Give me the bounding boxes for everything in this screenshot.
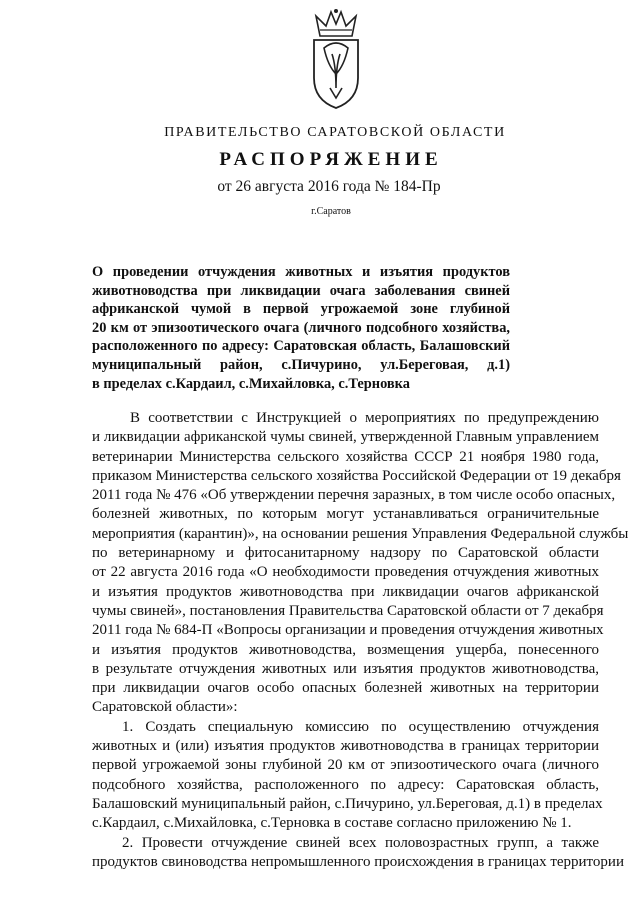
body-line: по ветеринарному и фитосанитарному надзору по Саратовской области [92,545,599,562]
body-line: продуктов свиноводства непромышленного происхождения в границах территории [92,853,624,870]
body-line: 2011 года № 684-П «Вопросы организации и проведения отчуждения животных [92,622,604,639]
body-line: Балашовский муниципальный район, с.Пичурино, ул.Береговая, д.1) в пределах [92,795,603,812]
document-body [92,409,629,872]
body-line: с.Кардаил, с.Михайловка, с.Терновка в составе согласно приложению № 1. [92,815,572,832]
body-line: и ликвидации африканской чумы свиней, утвержденной Главным управлением [92,429,599,446]
government-name: ПРАВИТЕЛЬСТВО САРАТОВСКОЙ ОБЛАСТИ [164,125,506,140]
body-line: болезней животных, по которым могут устанавливаться ограничительные [92,506,599,523]
body-line: в результате отчуждения животных или изъятия продуктов животноводства, [92,660,599,677]
body-line: приказом Министерства сельского хозяйства Российской Федерации от 19 декабря [92,467,621,484]
body-line: и изъятия продуктов животноводства при ликвидации очагов африканской [92,583,599,600]
document-date: от 26 августа 2016 года № 184-Пр [217,178,441,195]
body-line: животных и (или) изъятия продуктов животноводства в границах территории [92,738,599,755]
body-line: 2. Провести отчуждение свиней всех половозрастных групп, а также [122,834,599,851]
body-line: В соответствии с Инструкцией о мероприятиях по предупреждению [130,410,599,426]
subject-line: 20 км от эпизоотического очага (личного подсобного хозяйства, [92,319,510,336]
coat-of-arms-icon [306,8,366,110]
subject-line: животноводства при ликвидации очага заболевания свиней [92,282,510,299]
body-line: подсобного хозяйства, расположенного по адресу: Саратовская область, [92,776,599,793]
body-line: ветеринарии Министерства сельского хозяйства СССР 21 ноября 1980 года, [92,448,599,465]
subject-line: в пределах с.Кардаил, с.Михайловка, с.Терновка [92,375,410,392]
document-subject [92,263,510,393]
subject-line: африканской чумой в первой угрожаемой зоне глубиной [92,301,510,318]
subject-line: О проведении отчуждения животных и изъятия продуктов [92,264,510,280]
body-line: 1. Создать специальную комиссию по осуществлению отчуждения [122,718,599,735]
document-type: РАСПОРЯЖЕНИЕ [219,149,443,170]
subject-line: муниципальный район, с.Пичурино, ул.Береговая, д.1) [92,356,510,373]
document-city: г.Саратов [311,206,351,217]
body-line: от 22 августа 2016 года «О необходимости проведения отчуждения животных [92,564,599,581]
body-line: Саратовской области»: [92,699,238,716]
body-line: мероприятия (карантин)», на основании решения Управления Федеральной службы [92,525,629,542]
body-line: при ликвидации очагов особо опасных болезней животных на территории [92,680,599,697]
body-line: чумы свиней», постановления Правительства Саратовской области от 7 декабря [92,602,604,619]
body-line: первой угрожаемой зоны глубиной 20 км от эпизоотического очага (личного [92,757,599,774]
body-line: 2011 года № 476 «Об утверждении перечня заразных, в том числе особо опасных, [92,487,616,504]
subject-line: расположенного по адресу: Саратовская область, Балашовский [92,338,510,355]
body-line: и изъятия продуктов животноводства, возмещения ущерба, понесенного [92,641,599,658]
